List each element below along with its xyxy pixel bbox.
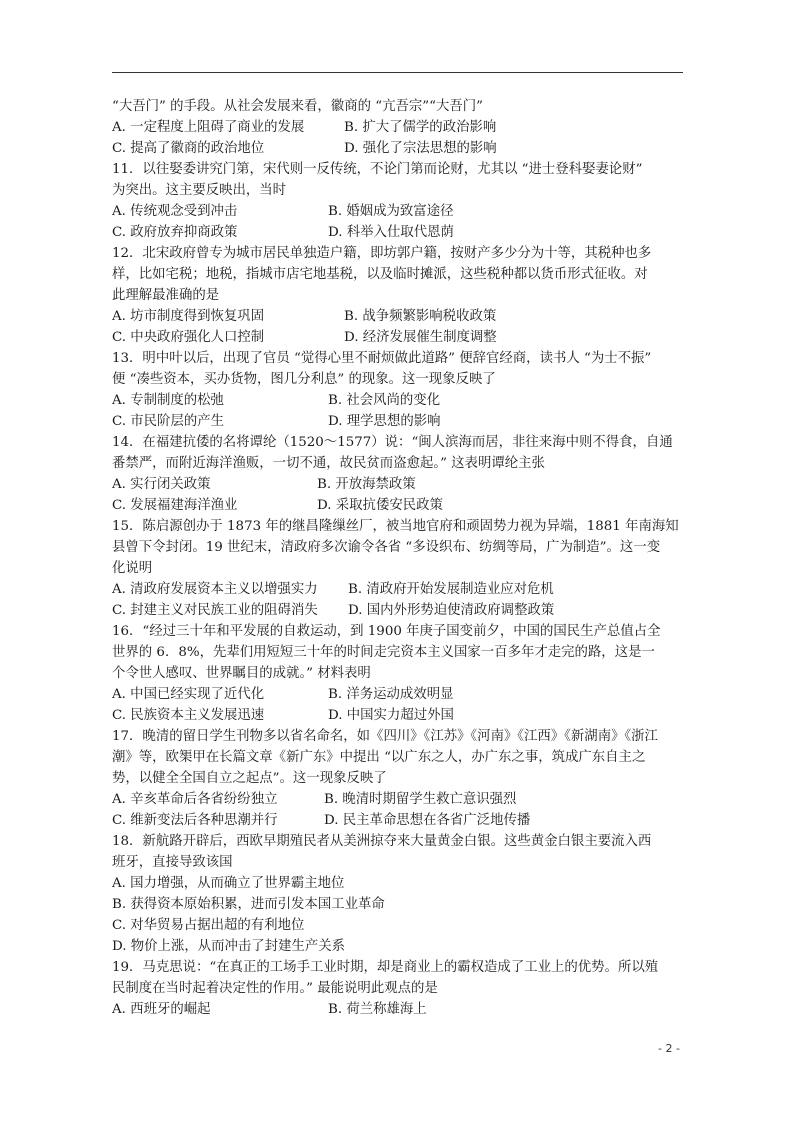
q14-option-d: D. 采取抗倭安民政策 bbox=[317, 498, 443, 513]
q13-option-c: C. 市民阶层的产生 bbox=[112, 414, 225, 429]
q17-options-row1 bbox=[112, 789, 687, 810]
q15-option-a: A. 清政府发展资本主义以增强实力 bbox=[112, 582, 318, 597]
q12-option-d: D. 经济发展催生制度调整 bbox=[344, 330, 497, 345]
q12-options-row2 bbox=[112, 327, 687, 348]
q10-stem: “大吾门” 的手段。从社会发展来看，徽商的 “亢吾宗”“大吾门” bbox=[112, 99, 483, 114]
q10-option-d: D. 强化了宗法思想的影响 bbox=[344, 141, 497, 156]
q18-stem-line1: 18．新航路开辟后，西欧早期殖民者从美洲掠夺来大量黄金白银。这些黄金白银主要流入西 bbox=[112, 834, 652, 849]
q18-option-c: C. 对华贸易占据出超的有利地位 bbox=[112, 918, 305, 933]
q19-stem-line2: 民制度在当时起着决定性的作用。” 最能说明此观点的是 bbox=[112, 981, 438, 996]
q11-stem-line1: 11．以往娶委讲究门第，宋代则一反传统，不论门第而论财，尤其以 “进士登科娶妻论财” bbox=[112, 162, 643, 177]
q19-option-a: A. 西班牙的崛起 bbox=[112, 1002, 211, 1017]
q16-option-c: C. 民族资本主义发展迅速 bbox=[112, 708, 265, 723]
q16-stem-line3: 个令世人感叹、世界瞩目的成就。” 材料表明 bbox=[112, 666, 371, 681]
q15-stem-line3: 化说明 bbox=[112, 561, 153, 576]
q15-options-row2 bbox=[112, 600, 687, 621]
q18-stem-line2: 班牙，直接导致该国 bbox=[112, 855, 233, 870]
q18-option-b: B. 获得资本原始积累，进而引发本国工业革命 bbox=[112, 897, 385, 912]
q13-stem-line2: 便 “凑些资本，买办货物，图几分利息” 的现象。这一现象反映了 bbox=[112, 372, 496, 387]
q17-option-d: D. 民主革命思想在各省广泛地传播 bbox=[324, 813, 531, 828]
q19-options-row1 bbox=[112, 999, 687, 1020]
q12-stem-line3: 此理解最准确的是 bbox=[112, 288, 220, 303]
q17-option-b: B. 晚清时期留学生救亡意识强烈 bbox=[324, 792, 517, 807]
q12-option-c: C. 中央政府强化人口控制 bbox=[112, 330, 265, 345]
q15-stem-line1: 15．陈启源创办于 1873 年的继昌隆缫丝厂，被当地官府和顽固势力视为异端，1881 年南海知 bbox=[112, 519, 679, 534]
page-number: - 2 - bbox=[658, 1042, 680, 1055]
q15-options-row1 bbox=[112, 579, 687, 600]
q17-options-row2 bbox=[112, 810, 687, 831]
q16-stem-line2: 世界的 6．8%，先辈们用短短三十年的时间走完资本主义国家一百多年才走完的路，这是一 bbox=[112, 645, 655, 660]
q10-option-b: B. 扩大了儒学的政治影响 bbox=[344, 120, 497, 135]
q10-option-a: A. 一定程度上阻碍了商业的发展 bbox=[112, 120, 305, 135]
q17-stem-line2: 潮》等，欧榘甲在长篇文章《新广东》中提出 “以广东之人，办广东之事，筑成广东自主之 bbox=[112, 750, 646, 765]
q17-option-a: A. 辛亥革命后各省纷纷独立 bbox=[112, 792, 278, 807]
q11-option-c: C. 政府放弃抑商政策 bbox=[112, 225, 238, 240]
q11-stem-line2: 为突出。这主要反映出，当时 bbox=[112, 183, 287, 198]
q12-stem-line2: 样，比如宅税；地税，指城市店宅地基税，以及临时摊派，这些税种都以货币形式征收。对 bbox=[112, 267, 648, 282]
q16-option-b: B. 洋务运动成效明显 bbox=[328, 687, 454, 702]
q12-stem-line1: 12．北宋政府曾专为城市居民单独造户籍，即坊郭户籍，按财产多少分为十等，其税种也多 bbox=[112, 246, 652, 261]
q19-stem-line1: 19．马克思说：“在真正的工场手工业时期，却是商业上的霸权造成了工业上的优势。所以殖 bbox=[112, 960, 659, 975]
q10-options-row2 bbox=[112, 138, 687, 159]
q18-option-d: D. 物价上涨，从而冲击了封建生产关系 bbox=[112, 939, 346, 954]
q19-option-b: B. 荷兰称雄海上 bbox=[328, 1002, 427, 1017]
header-rule bbox=[112, 72, 683, 73]
q15-option-b: B. 清政府开始发展制造业应对危机 bbox=[348, 582, 554, 597]
q13-options-row2 bbox=[112, 411, 687, 432]
q13-options-row1 bbox=[112, 390, 687, 411]
q13-option-d: D. 理学思想的影响 bbox=[328, 414, 441, 429]
q14-option-a: A. 实行闭关政策 bbox=[112, 477, 211, 492]
exam-page-content bbox=[112, 96, 687, 1020]
q11-options-row2 bbox=[112, 222, 687, 243]
q16-options-row1 bbox=[112, 684, 687, 705]
q16-stem-line1: 16．“经过三十年和平发展的自救运动，到 1900 年庚子国变前夕，中国的国民生产总值占全 bbox=[112, 624, 661, 639]
q17-stem-line3: 势，以健全全国自立之起点”。这一现象反映了 bbox=[112, 771, 387, 786]
q14-option-c: C. 发展福建海洋渔业 bbox=[112, 498, 238, 513]
q15-stem-line2: 县曾下令封闭。19 世纪末，清政府多次谕令各省 “多设织布、纺绸等局，广为制造”。这一变 bbox=[112, 540, 661, 555]
q14-options-row2 bbox=[112, 495, 687, 516]
q14-option-b: B. 开放海禁政策 bbox=[317, 477, 416, 492]
q13-option-a: A. 专制制度的松弛 bbox=[112, 393, 224, 408]
q14-stem-line1: 14．在福建抗倭的名将谭纶（1520～1577）说：“闽人滨海而居，非往来海中则不得食，自通 bbox=[112, 435, 673, 450]
q14-options-row1 bbox=[112, 474, 687, 495]
q16-options-row2 bbox=[112, 705, 687, 726]
q17-stem-line1: 17．晚清的留日学生刊物多以省名命名，如《四川》《江苏》《河南》《江西》《新湖南》《浙江 bbox=[112, 729, 658, 744]
q10-options-row1 bbox=[112, 117, 687, 138]
q16-option-a: A. 中国已经实现了近代化 bbox=[112, 687, 265, 702]
q14-stem-line2: 番禁严，而附近海洋渔贩，一切不通，故民贫而盗愈起。” 这表明谭纶主张 bbox=[112, 456, 545, 471]
q11-option-d: D. 科举入仕取代恩荫 bbox=[328, 225, 454, 240]
q11-option-a: A. 传统观念受到冲击 bbox=[112, 204, 238, 219]
q18-option-a: A. 国力增强，从而确立了世界霸主地位 bbox=[112, 876, 345, 891]
q10-option-c: C. 提高了徽商的政治地位 bbox=[112, 141, 265, 156]
q13-option-b: B. 社会风尚的变化 bbox=[328, 393, 441, 408]
q12-option-a: A. 坊市制度得到恢复巩固 bbox=[112, 309, 265, 324]
q15-option-d: D. 国内外形势迫使清政府调整政策 bbox=[348, 603, 555, 618]
q12-option-b: B. 战争频繁影响税收政策 bbox=[344, 309, 497, 324]
q13-stem-line1: 13．明中叶以后，出现了官员 “觉得心里不耐烦做此道路” 便辞官经商，读书人 “为士不振” bbox=[112, 351, 652, 366]
q12-options-row1 bbox=[112, 306, 687, 327]
q11-option-b: B. 婚姻成为致富途径 bbox=[328, 204, 454, 219]
q11-options-row1 bbox=[112, 201, 687, 222]
q17-option-c: C. 维新变法后各种思潮并行 bbox=[112, 813, 278, 828]
q15-option-c: C. 封建主义对民族工业的阻碍消失 bbox=[112, 603, 318, 618]
q16-option-d: D. 中国实力超过外国 bbox=[328, 708, 454, 723]
